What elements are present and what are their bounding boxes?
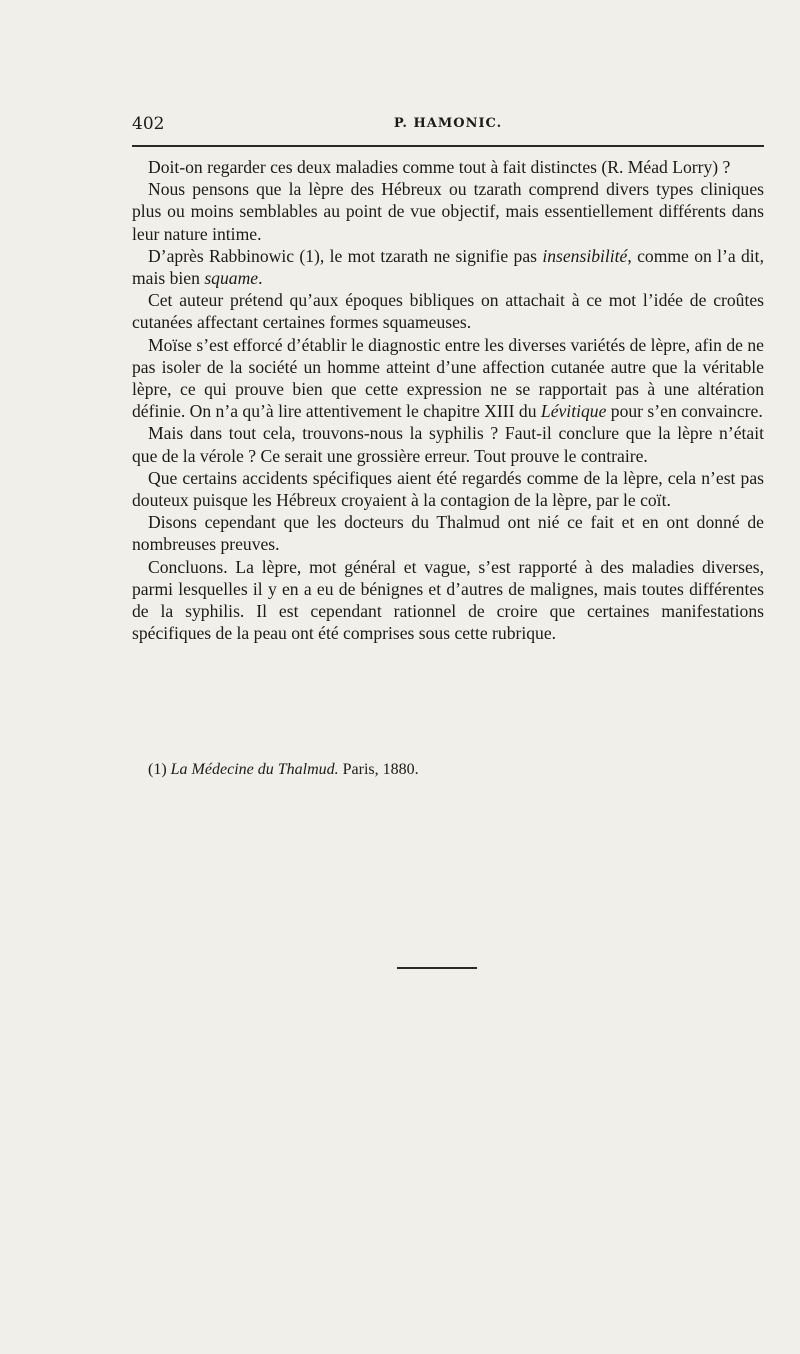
paragraph-5-text: Moïse s’est efforcé d’établir le diagnostic entre les diverses variétés de lèpre, afin de ne pas isoler de la société un homme atteint d’une affection cutanée autre que la véritable lèpre, ce qui prouve bien que cette expression ne se rapportait pas à une altération définie. On n’a qu’à lire attentivement le chapitre XIII du	[132, 334, 764, 422]
footnote-marker: (1)	[148, 761, 167, 778]
paragraph-3-middle: , comme on l’a dit, mais bien	[132, 245, 764, 289]
footnote	[148, 760, 748, 780]
term-levitique: Lévitique	[540, 401, 607, 422]
end-rule	[397, 967, 477, 969]
page-number: 402	[132, 114, 165, 134]
term-insensibilite: insensibilité	[542, 245, 628, 266]
footnote-place-year: Paris, 1880.	[342, 761, 419, 778]
paragraph-8: Disons cependant que les docteurs du Thalmud ont nié ce fait et en ont donné de nombreuses preuves.	[132, 512, 764, 555]
paragraph-2: Nous pensons que la lèpre des Hébreux ou tzarath comprend divers types cliniques plus ou moins semblables au point de vue objectif, mais essentiellement différents dans leur nature intime.	[132, 179, 764, 244]
footnote-work-title: La Médecine du Thalmud.	[170, 761, 339, 778]
page-header	[132, 114, 764, 138]
term-squame: squame	[204, 268, 259, 289]
body-text	[132, 156, 764, 644]
paragraph-5	[132, 334, 764, 423]
paragraph-9: Concluons. La lèpre, mot général et vague, s’est rapporté à des maladies diverses, parmi lesquelles il y en a eu de bénignes et d’autres de malignes, mais toutes différentes de la syphilis. Il est cependant rationnel de croire que certaines manifestations spécifiques de la peau ont été comprises sous cette rubrique.	[132, 556, 764, 644]
paragraph-5-after: pour s’en convaincre.	[606, 401, 763, 422]
paragraph-3-before: D’après Rabbinowic (1), le mot tzarath ne signifie pas	[148, 245, 537, 266]
paragraph-3	[132, 245, 764, 289]
paragraph-3-after: .	[258, 268, 263, 289]
paragraph-6: Mais dans tout cela, trouvons-nous la syphilis ? Faut-il conclure que la lèpre n’était que de la vérole ? Ce serait une grossière erreur. Tout prouve le contraire.	[132, 423, 764, 466]
header-rule	[132, 145, 764, 147]
running-head: P. HAMONIC.	[393, 116, 503, 131]
paragraph-1: Doit-on regarder ces deux maladies comme tout à fait distinctes (R. Méad Lorry) ?	[148, 157, 731, 177]
paragraph-7: Que certains accidents spécifiques aient été regardés comme de la lèpre, cela n’est pas douteux puisque les Hébreux croyaient à la contagion de la lèpre, par le coït.	[132, 467, 764, 511]
paragraph-4: Cet auteur prétend qu’aux époques bibliques on attachait à ce mot l’idée de croûtes cutanées affectant certaines formes squameuses.	[132, 290, 764, 333]
